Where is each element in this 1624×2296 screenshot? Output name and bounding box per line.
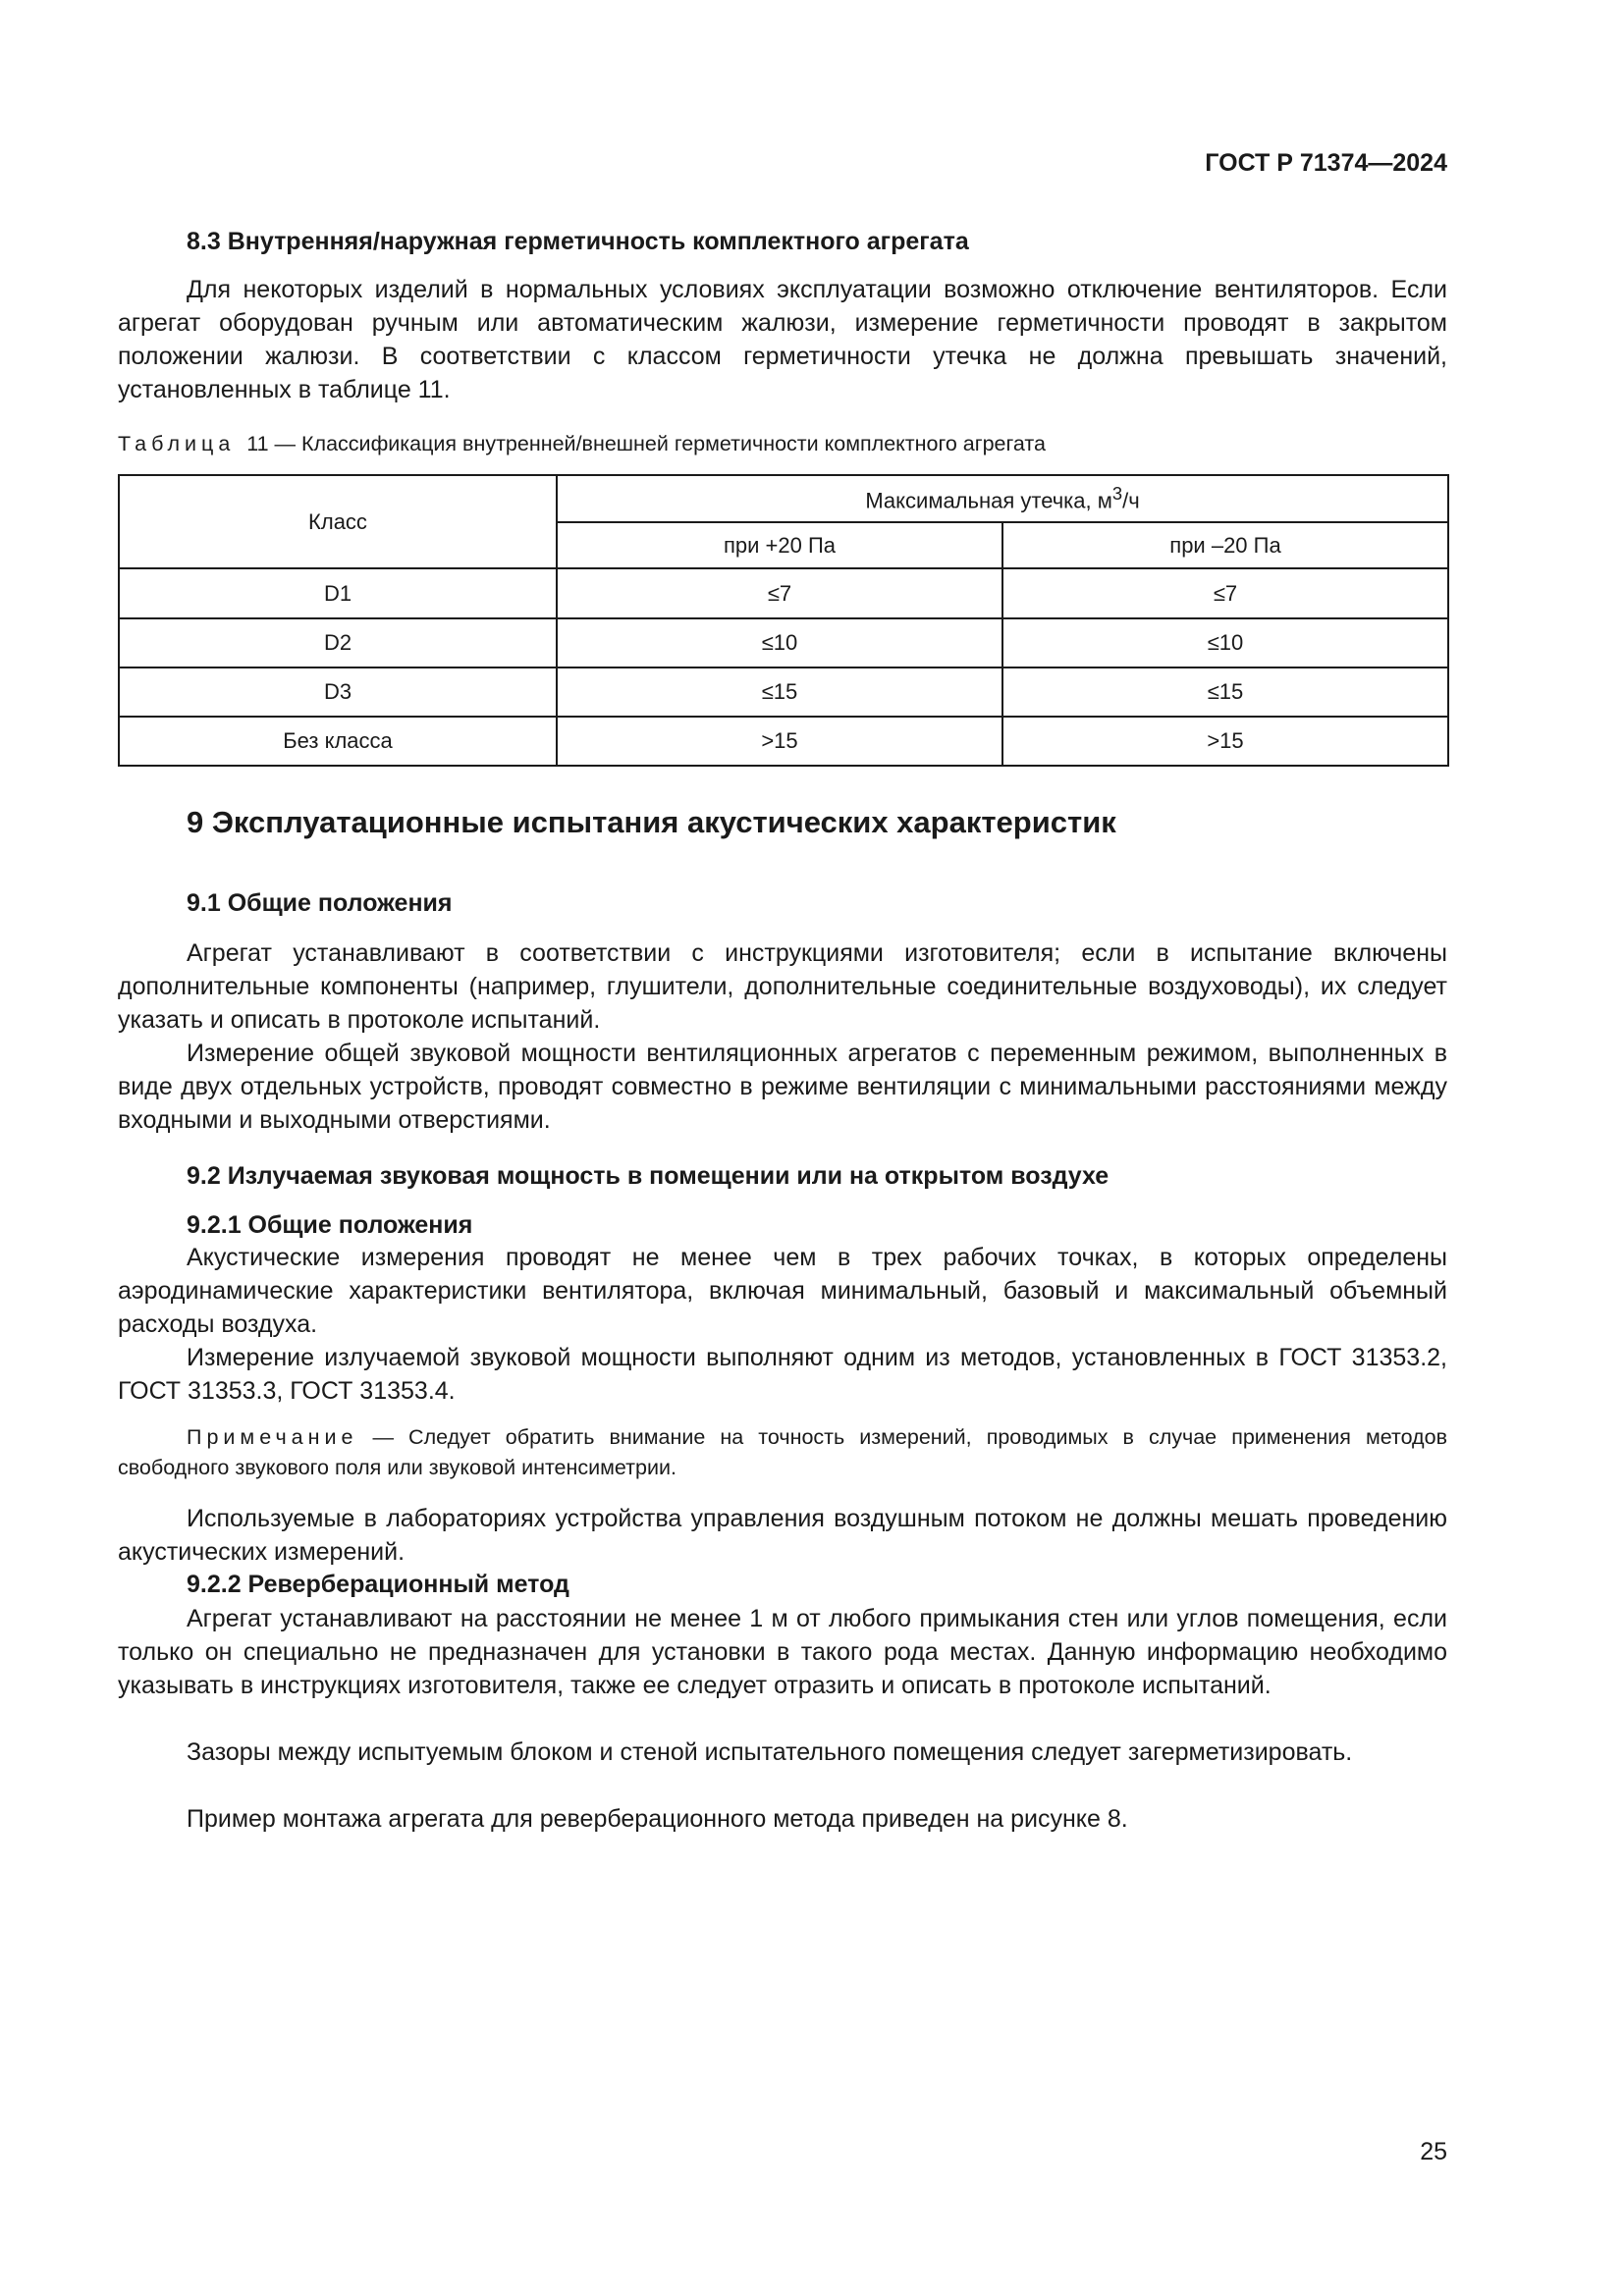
- table-cell-class: D2: [119, 618, 557, 667]
- section-9-2-2-heading: 9.2.2 Реверберационный метод: [187, 1571, 569, 1598]
- section-9-2-2-paragraph-2: Зазоры между испытуемым блоком и стеной испытательного помещения следует загерметизировать.: [187, 1738, 1353, 1766]
- table-header-leakage-text: Максимальная утечка, м: [865, 488, 1112, 513]
- table-cell-minus20: ≤7: [1002, 568, 1448, 618]
- table-row: [119, 618, 1448, 667]
- table-cell-minus20: ≤15: [1002, 667, 1448, 717]
- table-cell-class: D3: [119, 667, 557, 717]
- section-9-1-paragraph-2: Измерение общей звуковой мощности вентиляционных агрегатов с переменным режимом, выполненных в виде двух отдельных устройств, проводят совместно в режиме вентиляции с минимальными расстояниями между входными и выходными отверстиями.: [118, 1040, 1447, 1134]
- table-header-class: Класс: [119, 475, 557, 568]
- table-row: [119, 568, 1448, 618]
- table-cell-plus20: ≤10: [557, 618, 1002, 667]
- section-8-3-heading: 8.3 Внутренняя/наружная герметичность комплектного агрегата: [187, 228, 969, 255]
- table-row: [119, 717, 1448, 766]
- section-9-1-paragraph-1: Агрегат устанавливают в соответствии с инструкциями изготовителя; если в испытание включены дополнительные компоненты (например, глушители, дополнительные соединительные воздуховоды), их следует указать и описать в протоколе испытаний.: [118, 939, 1447, 1034]
- table-cell-minus20: ≤10: [1002, 618, 1448, 667]
- table-header-leakage-sup: 3: [1111, 483, 1123, 505]
- table-cell-minus20: >15: [1002, 717, 1448, 766]
- note-text: — Следует обратить внимание на точность измерений, проводимых в случае применения методов свободного звукового поля или звуковой интенсиметрии.: [118, 1425, 1447, 1479]
- section-9-2-heading: 9.2 Излучаемая звуковая мощность в помещении или на открытом воздухе: [187, 1162, 1110, 1190]
- table-header-leakage-suffix: /ч: [1122, 488, 1140, 513]
- table-cell-plus20: >15: [557, 717, 1002, 766]
- table-header-leakage: [557, 475, 1448, 522]
- table-caption-text: 11 — Классификация внутренней/внешней герметичности комплектного агрегата: [246, 432, 1046, 455]
- leakage-table: [118, 474, 1449, 767]
- note: [118, 1422, 1447, 1483]
- section-9-1-heading: 9.1 Общие положения: [187, 889, 453, 917]
- table-cell-class: D1: [119, 568, 557, 618]
- table-cell-class: Без класса: [119, 717, 557, 766]
- section-9-2-1-heading: 9.2.1 Общие положения: [187, 1211, 473, 1239]
- note-label: Примечание: [187, 1425, 358, 1449]
- section-9-heading: 9 Эксплуатационные испытания акустических характеристик: [187, 805, 1116, 839]
- page-number: 25: [1420, 2138, 1447, 2165]
- section-8-3-paragraph: Для некоторых изделий в нормальных условиях эксплуатации возможно отключение вентиляторов. Если агрегат оборудован ручным или автоматическим жалюзи, измерение герметичности проводят в закрытом положении жалюзи. В соответствии с классом герметичности утечка не должна превышать значений, установленных в таблице 11.: [118, 276, 1447, 403]
- section-9-2-2-paragraph-1: Агрегат устанавливают на расстоянии не менее 1 м от любого примыкания стен или углов помещения, если только он специально не предназначен для установки в такого рода местах. Данную информацию необходимо указывать в инструкциях изготовителя, также ее следует отразить и описать в протоколе испытаний.: [118, 1605, 1447, 1699]
- document-id-header: ГОСТ Р 71374—2024: [1205, 149, 1447, 177]
- table-caption: [118, 432, 1046, 456]
- section-9-2-2-paragraph-3: Пример монтажа агрегата для реверберационного метода приведен на рисунке 8.: [187, 1805, 1128, 1833]
- table-cell-plus20: ≤15: [557, 667, 1002, 717]
- table-caption-word: Таблица: [118, 432, 236, 455]
- section-9-2-1-paragraph-1: Акустические измерения проводят не менее чем в трех рабочих точках, в которых определены аэродинамические характеристики вентилятора, включая минимальный, базовый и максимальный объемный расходы воздуха.: [118, 1244, 1447, 1338]
- table-header-plus20: при +20 Па: [557, 522, 1002, 568]
- section-9-2-1-paragraph-3: Используемые в лабораториях устройства управления воздушным потоком не должны мешать проведению акустических измерений.: [118, 1505, 1447, 1566]
- section-9-2-1-paragraph-2: Измерение излучаемой звуковой мощности выполняют одним из методов, установленных в ГОСТ 31353.2, ГОСТ 31353.3, ГОСТ 31353.4.: [118, 1344, 1447, 1405]
- table-cell-plus20: ≤7: [557, 568, 1002, 618]
- table-header-minus20: при –20 Па: [1002, 522, 1448, 568]
- table-row: [119, 667, 1448, 717]
